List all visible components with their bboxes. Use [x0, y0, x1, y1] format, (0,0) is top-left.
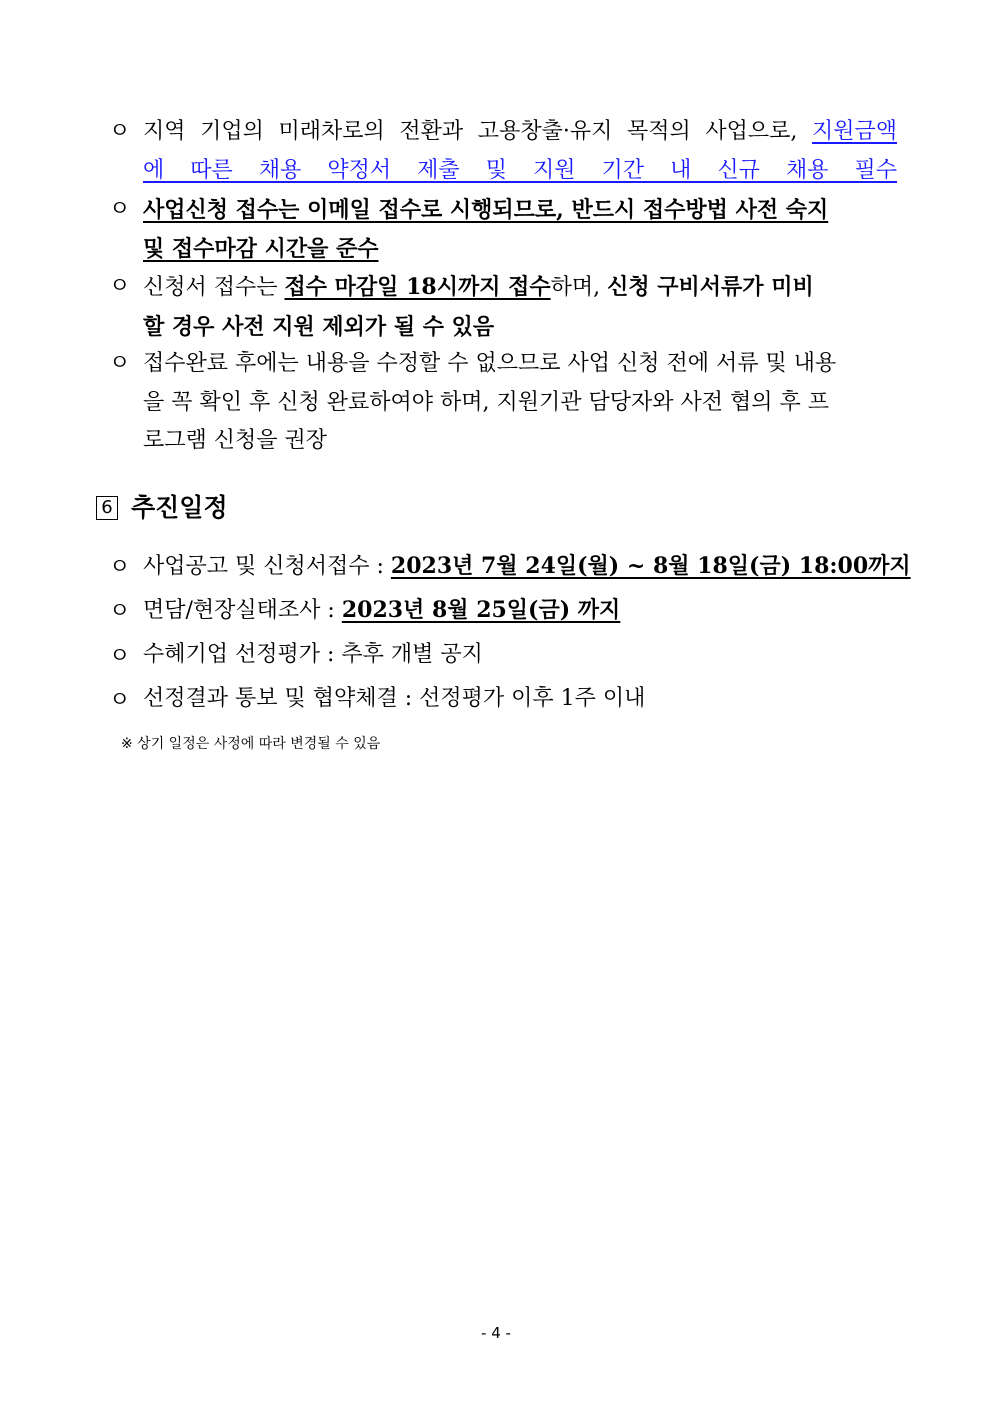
schedule-4-label: 선정결과 통보 및 협약체결 : [143, 686, 420, 711]
bullet-icon: ㅇ [109, 688, 131, 713]
notice-4-line-2: 을 꼭 확인 후 신청 완료하여야 하며, 지원기관 담당자와 사전 협의 후 프 [143, 389, 829, 415]
schedule-3-label: 수혜기업 선정평가 : [143, 642, 342, 667]
notice-1-text: 지역 기업의 미래차로의 전환과 고용창출·유지 목적의 사업으로, [143, 119, 812, 144]
schedule-note: ※ 상기 일정은 사정에 따라 변경될 수 있음 [121, 736, 381, 752]
schedule-4-value: 선정평가 이후 1주 이내 [419, 686, 646, 711]
notice-3-text-mid: 하며, [550, 275, 608, 300]
bullet-icon: ㅇ [109, 197, 131, 222]
notice-item-1 [143, 113, 897, 190]
notice-1-line-1 [143, 113, 897, 152]
schedule-1-value: 2023년 7월 24일(월) ~ 8월 18일(금) 18:00까지 [390, 553, 911, 579]
notice-item-2 [143, 191, 897, 268]
notice-3-line-2: 할 경우 사전 지원 제외가 될 수 있음 [143, 313, 495, 340]
bullet-icon: ㅇ [109, 644, 131, 669]
notice-3-text: 신청서 접수는 [143, 275, 285, 300]
notice-4-line-3: 로그램 신청을 권장 [143, 428, 328, 453]
schedule-item-1 [143, 551, 911, 582]
notice-2-line-1: 사업신청 접수는 이메일 접수로 시행되므로, 반드시 접수방법 사전 숙지 [143, 197, 829, 223]
section-title: 추진일정 [131, 493, 228, 522]
notice-1-line-2 [143, 152, 897, 191]
schedule-2-label: 면담/현장실태조사 : [143, 598, 342, 623]
page-number: - 4 - [481, 1324, 511, 1342]
notice-1-link-1[interactable]: 지원금액 [811, 119, 897, 144]
notice-1-link-2[interactable]: 에 따른 채용 약정서 제출 및 지원 기간 내 신규 채용 필수 [143, 157, 897, 183]
notice-3-documents: 신청 구비서류가 미비 [607, 274, 814, 300]
bullet-icon: ㅇ [109, 274, 131, 299]
schedule-item-3 [143, 640, 483, 670]
schedule-3-value: 추후 개별 공지 [341, 642, 483, 667]
bullet-icon: ㅇ [109, 351, 131, 376]
notice-item-4 [143, 345, 897, 461]
schedule-item-2 [143, 595, 620, 626]
bullet-icon: ㅇ [109, 599, 131, 624]
bullet-icon: ㅇ [109, 119, 131, 144]
notice-2-line-2: 및 접수마감 시간을 준수 [143, 235, 379, 262]
notice-4-line-1: 접수완료 후에는 내용을 수정할 수 없으므로 사업 신청 전에 서류 및 내용 [143, 351, 837, 376]
schedule-item-4 [143, 684, 645, 714]
notice-3-line-1 [143, 268, 897, 308]
bullet-icon: ㅇ [109, 555, 131, 580]
notice-item-3 [143, 268, 897, 346]
section-number-box: 6 [96, 496, 118, 520]
notice-3-deadline: 접수 마감일 18시까지 접수 [284, 274, 551, 300]
schedule-1-label: 사업공고 및 신청서접수 : [143, 554, 391, 579]
schedule-2-value: 2023년 8월 25일(금) 까지 [341, 597, 621, 623]
